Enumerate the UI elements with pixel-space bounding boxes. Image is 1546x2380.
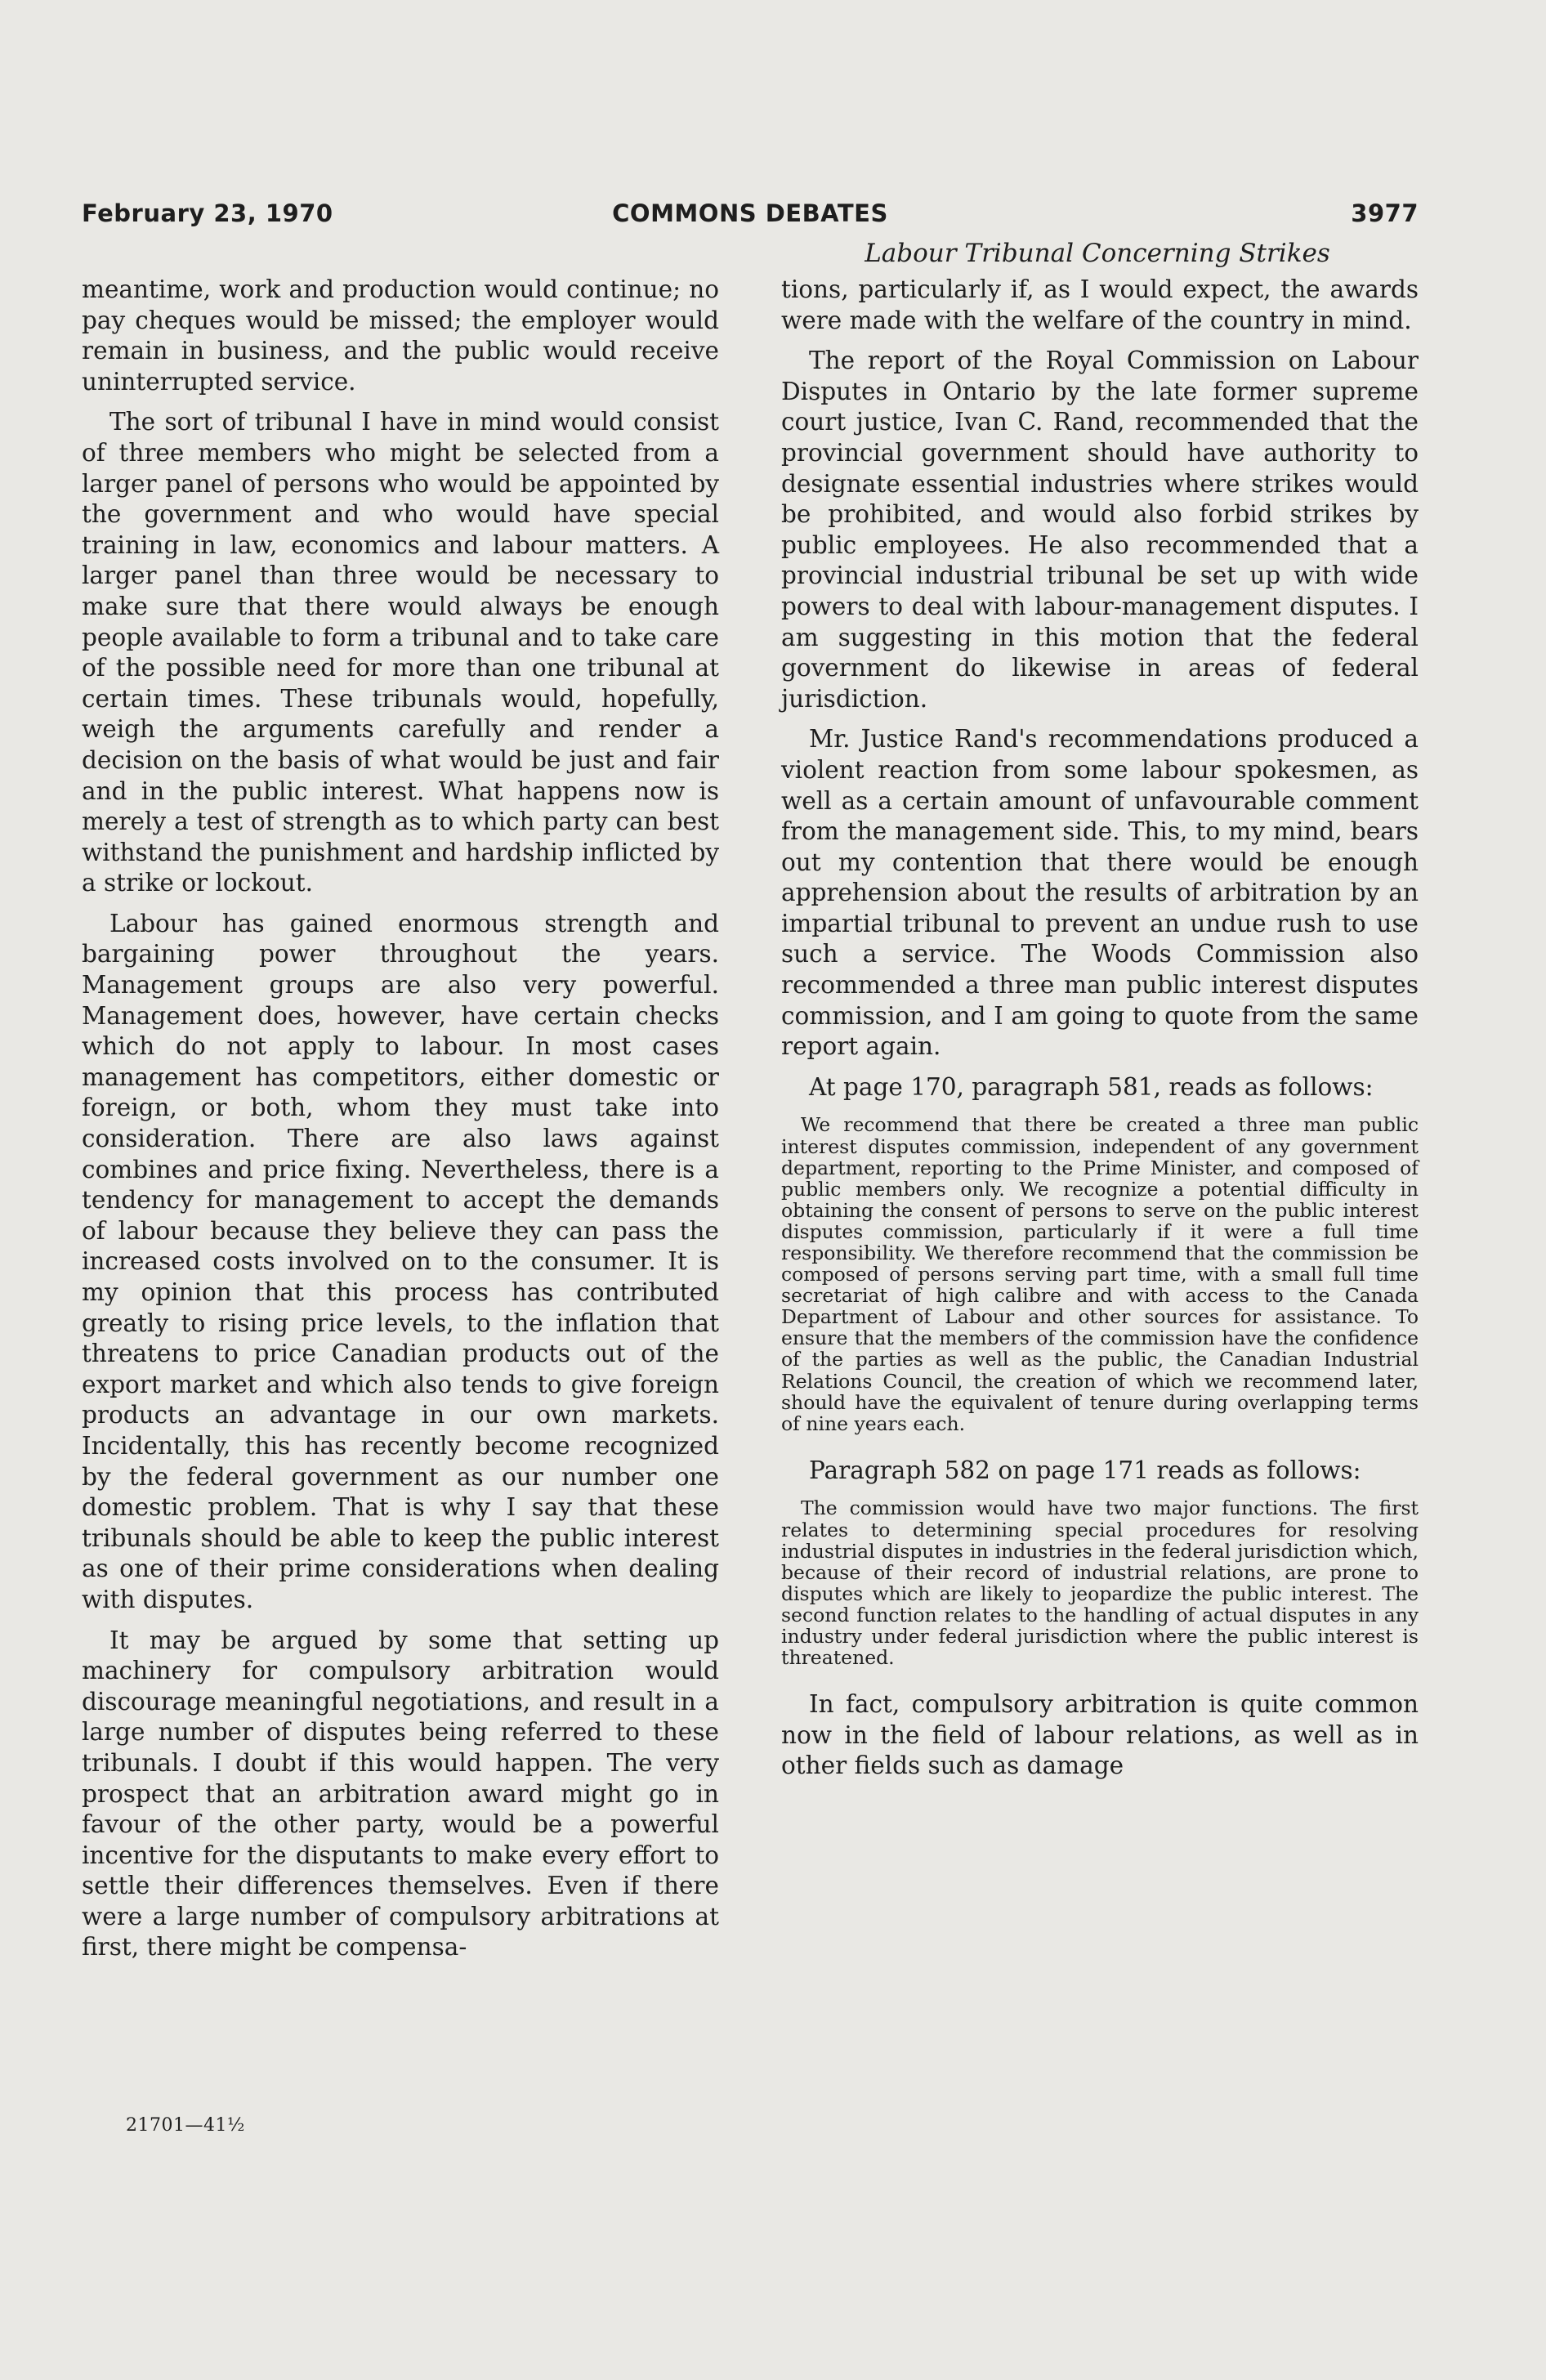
paragraph: Paragraph 582 on page 171 reads as follows:	[809, 1456, 1361, 1484]
section-subheader: Labour Tribunal Concerning Strikes	[865, 239, 1330, 268]
paragraph: tions, particularly if, as I would expect, the awards were made with the welfare of the country in mind.	[781, 275, 1419, 334]
left-column	[82, 275, 719, 1973]
paragraph: meantime, work and production would continue; no pay cheques would be missed; the employer would remain in business, and the public would receive uninterrupted service.	[82, 275, 719, 396]
paragraph: At page 170, paragraph 581, reads as follows:	[809, 1072, 1374, 1101]
paragraph: Labour has gained enormous strength and bargaining power throughout the years. Management groups are also very powerful. Management does, however, have certain checks which do not apply to labour. In most cases management has competitors, either domestic or foreign, or both, whom they must take into consideration. There are also laws against combines and price fixing. Nevertheless, there is a tendency for management to accept the demands of labour because they believe they can pass the increased costs involved on to the consumer. It is my opinion that this process has contributed greatly to rising price levels, to the inflation that threatens to price Canadian products out of the export market and which also tends to give foreign products an advantage in our own markets. Incidentally, this has recently become recognized by the federal government as our number one domestic problem. That is why I say that these tribunals should be able to keep the public interest as one of their prime considerations when dealing with disputes.	[82, 909, 719, 1613]
header-date: February 23, 1970	[82, 199, 333, 227]
footer-signature: 21701—41½	[126, 2115, 245, 2136]
paragraph: It may be argued by some that setting up machinery for compulsory arbitration would discourage meaningful negotiations, and result in a large number of disputes being referred to these tribunals. I doubt if this would happen. The very prospect that an arbitration award might go in favour of the other party, would be a powerful incentive for the disputants to make every effort to settle their differences themselves. Even if there were a large number of compulsory arbitrations at first, there might be compensa-	[82, 1626, 719, 1962]
right-column	[781, 275, 1419, 1792]
header-page-number: 3977	[1351, 199, 1419, 227]
paragraph: In fact, compulsory arbitration is quite common now in the field of labour relations, as well as in other fields such as damage	[781, 1690, 1419, 1780]
page-header	[82, 199, 1419, 232]
paragraph: Mr. Justice Rand's recommendations produced a violent reaction from some labour spokesmen, as well as a certain amount of unfavourable comment from the management side. This, to my mind, bears out my contention that there would be enough apprehension about the results of arbitration by an impartial tribunal to prevent an undue rush to use such a service. The Woods Commission also recommended a three man public interest disputes commission, and I am going to quote from the same report again.	[781, 725, 1419, 1061]
block-quote: The commission would have two major functions. The first relates to determining special procedures for resolving industrial disputes in industries in the federal jurisdiction which, because of their record of industrial relations, are prone to disputes which are likely to jeopardize the public interest. The second function relates to the handling of actual disputes in any industry under federal jurisdiction where the public interest is threatened.	[781, 1496, 1419, 1670]
paragraph: The sort of tribunal I have in mind would consist of three members who might be selected from a larger panel of persons who would be appointed by the government and who would have special training in law, economics and labour matters. A larger panel than three would be necessary to make sure that there would always be enough people available to form a tribunal and to take care of the possible need for more than one tribunal at certain times. These tribunals would, hopefully, weigh the arguments carefully and render a decision on the basis of what would be just and fair and in the public interest. What happens now is merely a test of strength as to which party can best withstand the punishment and hardship inflicted by a strike or lockout.	[82, 408, 719, 897]
header-title: COMMONS DEBATES	[612, 199, 888, 227]
paragraph: The report of the Royal Commission on Labour Disputes in Ontario by the late former supreme court justice, Ivan C. Rand, recommended that the provincial government should have authority to designate essential industries where strikes would be prohibited, and would also forbid strikes by public employees. He also recommended that a provincial industrial tribunal be set up with wide powers to deal with labour-management disputes. I am suggesting in this motion that the federal government do likewise in areas of federal jurisdiction.	[781, 347, 1419, 713]
block-quote: We recommend that there be created a three man public interest disputes commission, independent of any government department, reporting to the Prime Minister, and composed of public members only. We recognize a potential difficulty in obtaining the consent of persons to serve on the public interest disputes commission, particularly if it were a full time responsibility. We therefore recommend that the commission be composed of persons serving part time, with a small full time secretariat of high calibre and with access to the Canada Department of Labour and other sources for assistance. To ensure that the members of the commission have the confidence of the parties as well as the public, the Canadian Industrial Relations Council, the creation of which we recommend later, should have the equivalent of tenure during overlapping terms of nine years each.	[781, 1113, 1419, 1435]
